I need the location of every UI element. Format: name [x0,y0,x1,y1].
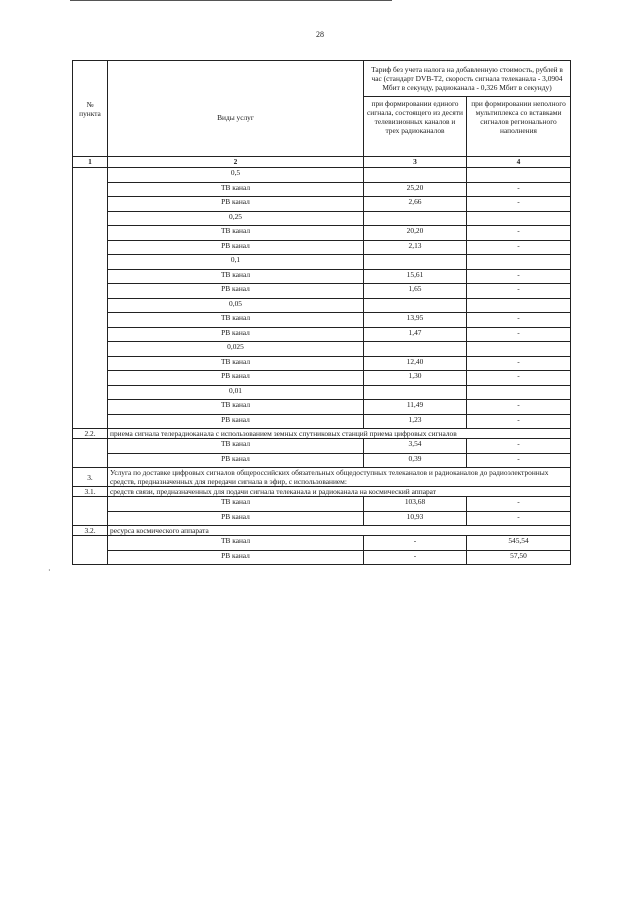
row-label: ТВ канал [108,313,364,328]
row-value-col4: - [467,327,571,342]
row-num-cell [73,400,108,415]
row-value-col4 [467,298,571,313]
row-value-col4 [467,255,571,270]
index-cell: 3 [364,157,467,168]
row-value-col3 [364,168,467,183]
row-value-col3: 1,65 [364,284,467,299]
row-num-cell [73,240,108,255]
row-num-cell [73,356,108,371]
table-row [73,342,571,357]
row-label: ТВ канал [108,269,364,284]
row-value-col4: - [467,284,571,299]
section-text: приема сигнала телерадиоканала с использованием земных спутниковых станций приема цифровых сигналов [108,429,571,439]
row-value-col4: - [467,182,571,197]
table-row [73,453,571,468]
row-value-col4: 545,54 [467,536,571,551]
row-value-col3: 1,30 [364,371,467,386]
row-num-cell [73,226,108,241]
row-value-col4: - [467,371,571,386]
table-row [73,226,571,241]
row-value-col4: - [467,453,571,468]
row-value-col3: - [364,536,467,551]
row-value-col4: - [467,269,571,284]
row-value-col3: - [364,550,467,565]
table-row [73,536,571,551]
table-row [73,298,571,313]
row-value-col4: - [467,197,571,212]
row-num-cell [73,385,108,400]
tariff-table [72,60,571,565]
row-label: РВ канал [108,414,364,429]
row-value-col3: 11,49 [364,400,467,415]
row-label: РВ канал [108,550,364,565]
row-value-col3 [364,298,467,313]
row-label: 0,25 [108,211,364,226]
row-value-col3 [364,255,467,270]
row-num-cell [73,327,108,342]
row-value-col3 [364,211,467,226]
row-value-col4: - [467,414,571,429]
index-cell: 4 [467,157,571,168]
margin-mark: · [48,566,51,575]
header-num: № пункта [73,61,108,157]
table-row [73,327,571,342]
section-row [73,526,571,536]
row-value-col3: 15,61 [364,269,467,284]
row-value-col3: 13,95 [364,313,467,328]
section-row [73,468,571,487]
index-cell: 2 [108,157,364,168]
table-row [73,182,571,197]
section-number: 3.1. [73,487,108,497]
row-label: 0,5 [108,168,364,183]
row-value-col4: - [467,226,571,241]
row-label: РВ канал [108,240,364,255]
section-number: 2.2. [73,429,108,439]
row-value-col3: 2,66 [364,197,467,212]
section-text: средств связи, предназначенных для подачи сигнала телеканала и радиоканала на космический аппарат [108,487,571,497]
row-num-cell [73,371,108,386]
section-row [73,429,571,439]
table-row [73,439,571,454]
table-row [73,497,571,512]
row-value-col4: - [467,511,571,526]
row-num-cell [73,313,108,328]
table-row [73,371,571,386]
row-value-col4: - [467,400,571,415]
header-col3: при формировании единого сигнала, состоящего из десяти телевизионных каналов и трех радиоканалов [364,97,467,157]
row-label: ТВ канал [108,400,364,415]
table-row [73,211,571,226]
row-num-cell [73,182,108,197]
page-number: 28 [316,30,324,39]
header-row-1 [73,61,571,97]
row-num-cell [73,497,108,512]
row-value-col4: - [467,356,571,371]
row-num-cell [73,414,108,429]
row-label: 0,01 [108,385,364,400]
table-row [73,168,571,183]
table-row [73,284,571,299]
table-row [73,197,571,212]
row-value-col3 [364,385,467,400]
table-row [73,550,571,565]
row-value-col4: - [467,497,571,512]
row-label: ТВ канал [108,536,364,551]
row-value-col3: 10,93 [364,511,467,526]
row-label: РВ канал [108,453,364,468]
row-value-col4 [467,385,571,400]
table-row [73,414,571,429]
row-value-col4: - [467,313,571,328]
row-num-cell [73,284,108,299]
row-label: ТВ канал [108,356,364,371]
row-label: РВ канал [108,284,364,299]
row-num-cell [73,168,108,183]
row-num-cell [73,342,108,357]
row-value-col4: 57,50 [467,550,571,565]
row-num-cell [73,197,108,212]
row-value-col3: 20,20 [364,226,467,241]
row-label: РВ канал [108,327,364,342]
row-num-cell [73,550,108,565]
row-label: 0,05 [108,298,364,313]
row-label: ТВ канал [108,226,364,241]
header-tariff: Тариф без учета налога на добавленную стоимость, рублей в час (стандарт DVB-T2, скорость сигнала телеканала - 3,0904 Мбит в секунду, радиоканала - 0,326 Мбит в секунду) [364,61,571,97]
row-value-col3: 103,68 [364,497,467,512]
row-value-col4: - [467,240,571,255]
index-cell: 1 [73,157,108,168]
row-label: 0,025 [108,342,364,357]
row-label: РВ канал [108,371,364,386]
row-value-col4 [467,168,571,183]
row-label: РВ канал [108,197,364,212]
row-value-col4 [467,211,571,226]
table-row [73,313,571,328]
section-row [73,487,571,497]
row-num-cell [73,211,108,226]
row-label: ТВ канал [108,439,364,454]
index-row [73,157,571,168]
row-num-cell [73,536,108,551]
row-label: 0,1 [108,255,364,270]
row-value-col3: 1,23 [364,414,467,429]
row-value-col3 [364,342,467,357]
row-value-col3: 2,13 [364,240,467,255]
table-row [73,511,571,526]
row-num-cell [73,511,108,526]
row-value-col3: 3,54 [364,439,467,454]
row-label: ТВ канал [108,182,364,197]
section-text: Услуга по доставке цифровых сигналов общероссийских обязательных общедоступных телеканалов и радиоканалов до радиоэлектронных средств, предназначенных для передачи сигнала в эфир, с использованием: [108,468,571,487]
table-row [73,385,571,400]
header-col4: при формировании неполного мультиплекса со вставками сигналов регионального наполнения [467,97,571,157]
row-label: РВ канал [108,511,364,526]
section-number: 3.2. [73,526,108,536]
row-num-cell [73,255,108,270]
row-label: ТВ канал [108,497,364,512]
table-row [73,356,571,371]
row-value-col4 [467,342,571,357]
top-rule [70,0,392,1]
row-value-col4: - [467,439,571,454]
row-num-cell [73,298,108,313]
row-value-col3: 1,47 [364,327,467,342]
row-num-cell [73,439,108,454]
header-services: Виды услуг [108,61,364,157]
table-row [73,269,571,284]
row-value-col3: 25,20 [364,182,467,197]
row-num-cell [73,269,108,284]
row-value-col3: 0,39 [364,453,467,468]
table-row [73,255,571,270]
row-value-col3: 12,40 [364,356,467,371]
table-row [73,240,571,255]
table-row [73,400,571,415]
row-num-cell [73,453,108,468]
section-number: 3. [73,468,108,487]
section-text: ресурса космического аппарата [108,526,571,536]
